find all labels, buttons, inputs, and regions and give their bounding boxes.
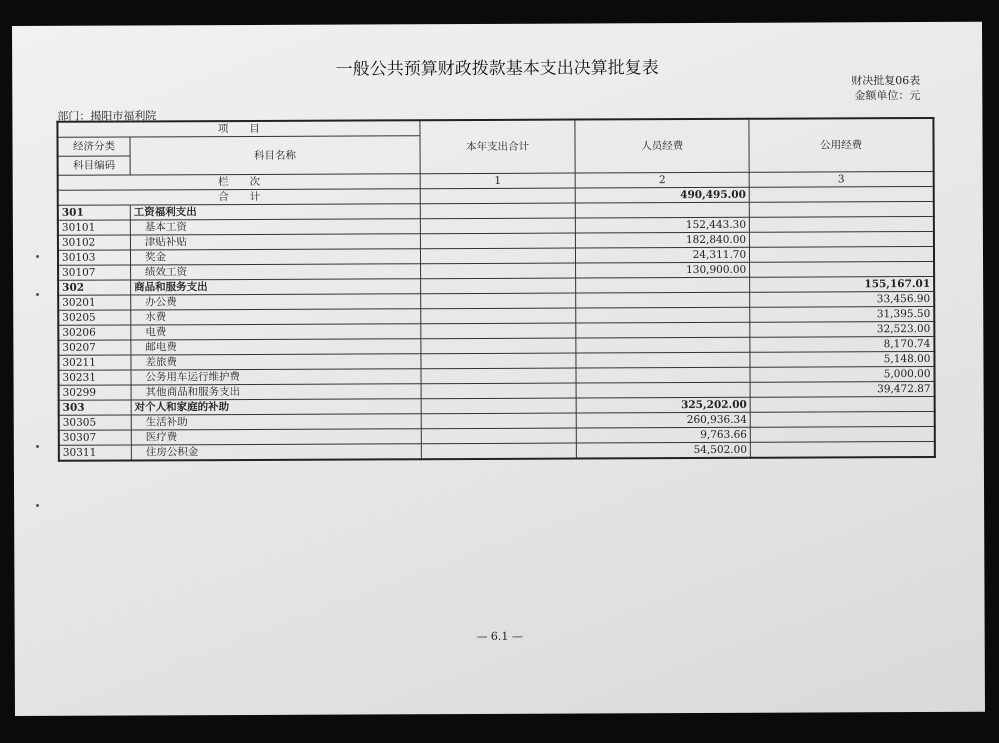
total-label: 合 计	[58, 189, 420, 206]
row-name: 绩效工资	[131, 264, 421, 280]
document-page	[12, 22, 985, 716]
row-public	[750, 246, 934, 262]
row-code: 30101	[58, 220, 131, 235]
row-name: 医疗费	[131, 429, 421, 445]
row-total	[421, 413, 576, 429]
row-personnel: 54,502.00	[577, 442, 751, 458]
row-public	[749, 201, 933, 217]
row-public	[750, 396, 934, 412]
header-item: 项 目	[57, 120, 419, 137]
row-name: 奖金	[130, 249, 420, 265]
header-public: 公用经费	[749, 118, 934, 172]
row-total	[420, 218, 575, 234]
row-code: 30206	[58, 325, 131, 340]
row-personnel	[576, 367, 750, 383]
row-code: 301	[58, 205, 131, 220]
row-personnel	[575, 202, 749, 218]
row-public: 155,167.01	[750, 276, 934, 292]
row-code: 303	[59, 400, 132, 415]
row-personnel	[576, 382, 750, 398]
row-public	[749, 216, 933, 232]
row-total	[420, 263, 575, 279]
punch-dot	[36, 255, 39, 258]
row-total	[421, 293, 576, 309]
header-total: 本年支出合计	[420, 120, 576, 174]
row-name: 生活补助	[131, 414, 421, 430]
row-personnel: 130,900.00	[576, 262, 750, 278]
row-public: 5,148.00	[750, 351, 934, 367]
row-name: 商品和服务支出	[131, 279, 421, 295]
row-total	[420, 248, 575, 264]
row-code: 30102	[58, 235, 131, 250]
row-public	[750, 426, 934, 442]
row-personnel	[576, 307, 750, 323]
row-total	[421, 338, 576, 354]
row-personnel: 9,763.66	[576, 427, 750, 443]
total-personnel: 490,495.00	[575, 187, 749, 203]
row-personnel: 260,936.34	[576, 412, 750, 428]
row-personnel	[576, 322, 750, 338]
row-total	[421, 323, 576, 339]
row-code: 30103	[58, 250, 131, 265]
row-name: 津贴补贴	[130, 234, 420, 250]
row-public: 5,000.00	[750, 366, 934, 382]
row-total	[420, 278, 575, 294]
row-code: 30305	[59, 415, 132, 430]
row-public: 32,523.00	[750, 321, 934, 337]
row-personnel	[576, 277, 750, 293]
row-total	[421, 428, 576, 444]
row-total	[421, 443, 576, 459]
header-row	[57, 118, 933, 137]
row-personnel: 325,202.00	[576, 397, 750, 413]
page-number: — 6.1 —	[476, 629, 523, 643]
header-name: 科目名称	[130, 136, 420, 175]
column-number: 2	[575, 172, 749, 188]
row-name: 其他商品和服务支出	[131, 384, 421, 400]
header-personnel: 人员经费	[575, 119, 749, 173]
row-total	[421, 398, 576, 414]
row-code: 302	[58, 280, 131, 295]
row-total	[421, 383, 576, 399]
row-code: 30207	[58, 340, 131, 355]
row-total	[421, 368, 576, 384]
row-code: 30231	[59, 370, 132, 385]
row-code: 30211	[58, 355, 131, 370]
column-number: 3	[749, 171, 933, 187]
row-personnel	[576, 337, 750, 353]
row-code: 30107	[58, 265, 131, 280]
row-total	[420, 203, 575, 219]
row-name: 电费	[131, 324, 421, 340]
punch-dot	[36, 293, 39, 296]
row-label: 栏 次	[58, 174, 420, 191]
row-public: 8,170.74	[750, 336, 934, 352]
row-code: 30307	[59, 430, 132, 445]
row-name: 对个人和家庭的补助	[131, 399, 421, 415]
row-name: 工资福利支出	[130, 204, 420, 220]
row-name: 邮电费	[131, 339, 421, 355]
row-personnel: 152,443.30	[576, 217, 750, 233]
row-public	[750, 261, 934, 277]
row-personnel: 24,311.70	[576, 247, 750, 263]
row-name: 办公费	[131, 294, 421, 310]
row-name: 住房公积金	[131, 444, 421, 461]
row-name: 基本工资	[130, 219, 420, 235]
row-code: 30299	[59, 385, 132, 400]
punch-dot	[36, 445, 39, 448]
row-public: 31,395.50	[750, 306, 934, 322]
row-public	[750, 411, 934, 427]
row-total	[421, 353, 576, 369]
row-total	[421, 308, 576, 324]
row-public	[750, 441, 934, 457]
expenditure-table	[56, 117, 935, 462]
row-personnel	[576, 292, 750, 308]
header-econ-class: 经济分类	[57, 137, 130, 156]
header-code: 科目编码	[58, 156, 131, 175]
row-personnel: 182,840.00	[576, 232, 750, 248]
column-number: 1	[420, 173, 575, 189]
row-total	[420, 233, 575, 249]
table-row	[59, 441, 935, 460]
department-label: 部门：揭阳市福利院	[57, 109, 157, 123]
total-public	[749, 186, 933, 202]
total-cell	[420, 188, 575, 204]
page-title: 一般公共预算财政拨款基本支出决算批复表	[335, 58, 659, 80]
row-name: 差旅费	[131, 354, 421, 370]
row-public	[750, 231, 934, 247]
form-number: 财决批复06表	[851, 74, 921, 88]
row-public: 33,456.90	[750, 291, 934, 307]
row-name: 水费	[131, 309, 421, 325]
row-name: 公务用车运行维护费	[131, 369, 421, 385]
row-code: 30311	[59, 445, 132, 461]
amount-unit: 金额单位：元	[854, 89, 921, 103]
row-public: 39,472.87	[750, 381, 934, 397]
row-personnel	[576, 352, 750, 368]
row-code: 30205	[58, 310, 131, 325]
punch-dot	[36, 504, 39, 507]
row-code: 30201	[58, 295, 131, 310]
